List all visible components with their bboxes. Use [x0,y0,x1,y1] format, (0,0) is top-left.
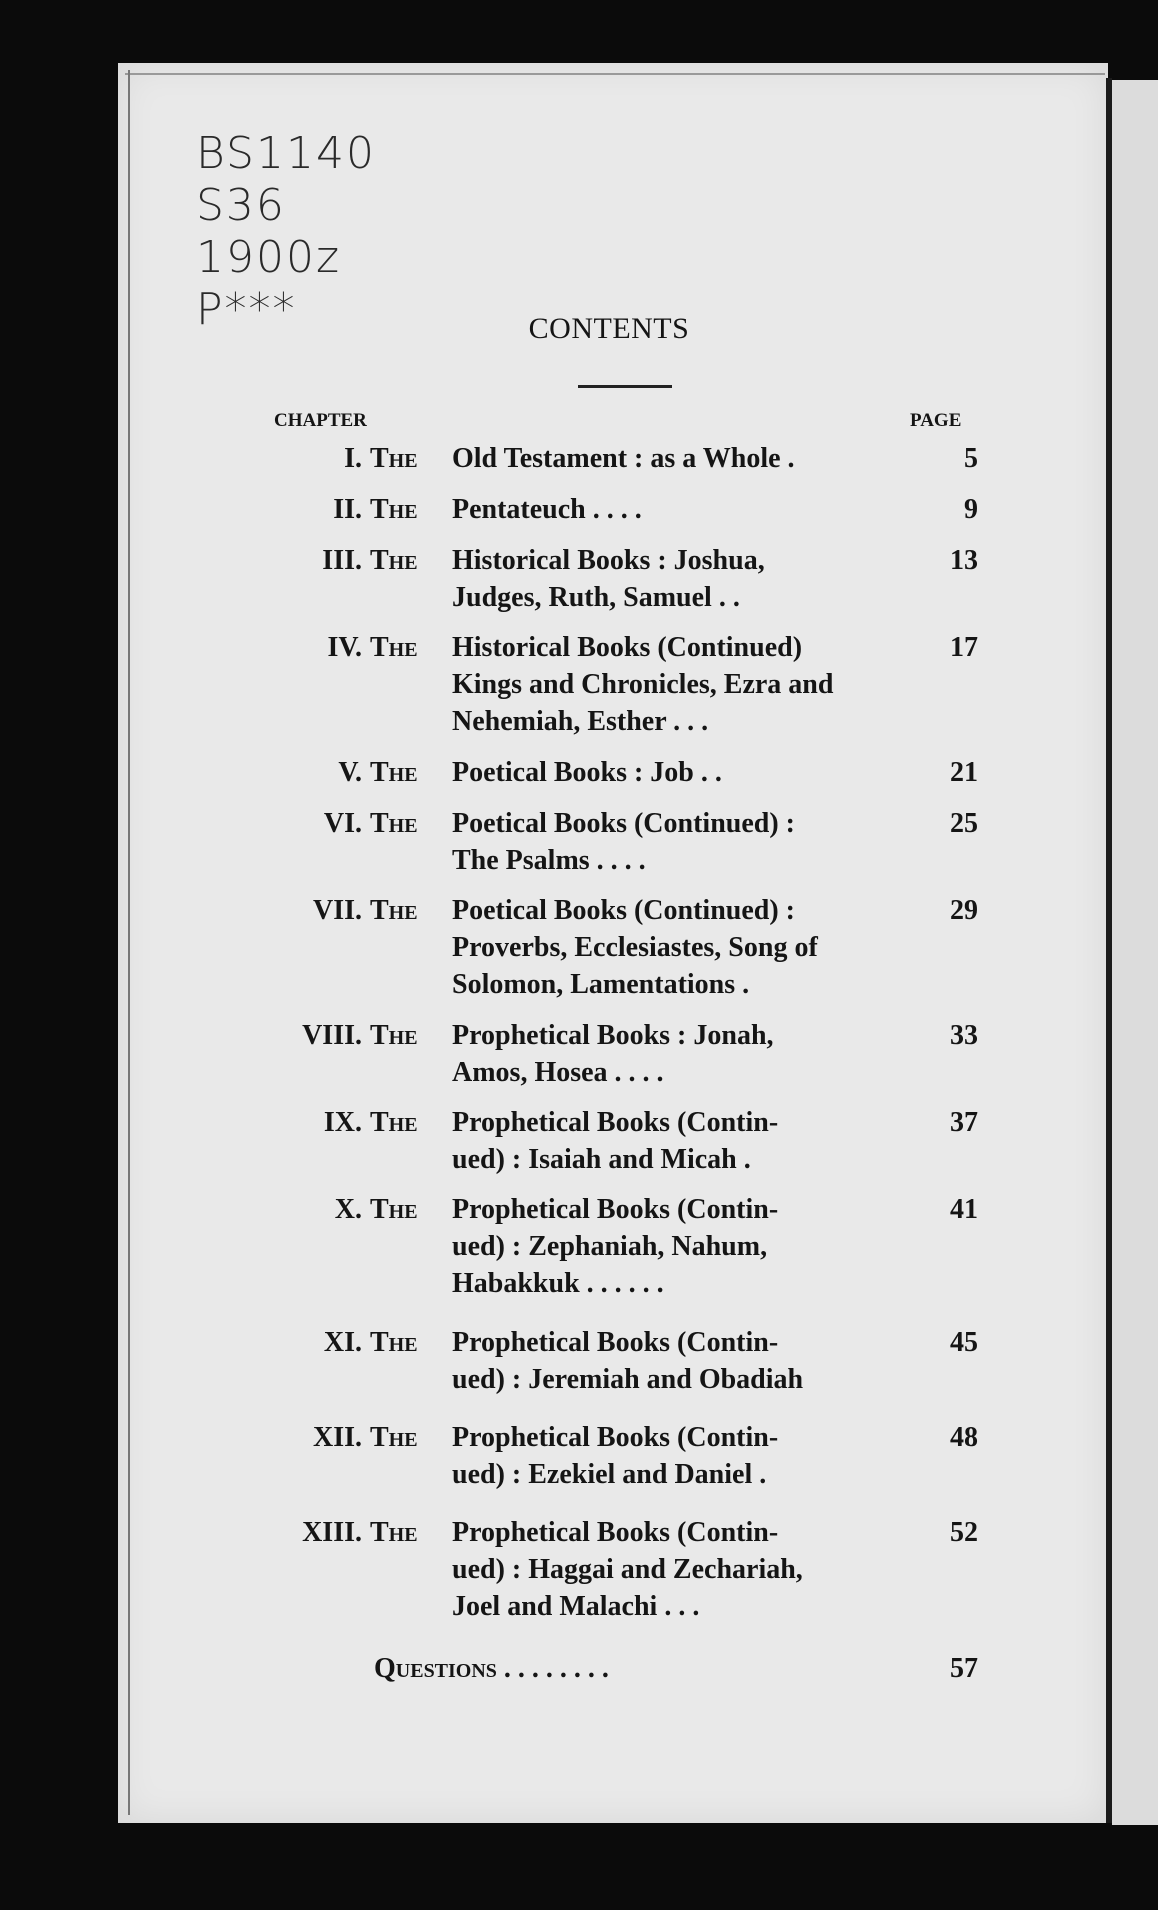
chapter-article: The [370,808,418,839]
chapter-number: III. [322,545,362,576]
contents-heading: CONTENTS [528,312,690,345]
questions-page: 57 [950,1653,978,1684]
chapter-page-number: 45 [950,1327,978,1358]
chapter-article: The [370,1517,418,1548]
chapter-page-number: 13 [950,545,978,576]
chapter-number: V. [338,757,362,788]
chapter-article: The [370,1194,418,1225]
chapter-number: XI. [323,1327,362,1358]
chapter-page-number: 29 [950,895,978,926]
chapter-number: IV. [327,632,362,663]
chapter-page-number: 48 [950,1422,978,1453]
call-number-line: BS1140 [196,128,376,179]
chapter-page-number: 25 [950,808,978,839]
call-number-line: P*** [196,284,297,335]
chapter-title: Pentateuch . . . . [452,494,642,525]
chapter-article: The [370,545,418,576]
chapter-page-number: 37 [950,1107,978,1138]
chapter-page-number: 21 [950,757,978,788]
chapter-page-number: 33 [950,1020,978,1051]
chapter-title: Prophetical Books : Jonah, Amos, Hosea . . . . [452,1020,774,1088]
chapter-column-header: CHAPTER [274,410,367,431]
chapter-article: The [370,632,418,663]
page-top-edge [125,73,1105,75]
chapter-page-number: 9 [964,494,978,525]
chapter-number: IX. [323,1107,362,1138]
chapter-number: VI. [323,808,362,839]
chapter-article: The [370,1327,418,1358]
chapter-title: Prophetical Books (Contin- ued) : Isaiah and Micah . [452,1107,779,1175]
chapter-number: I. [344,443,362,474]
chapter-number: II. [333,494,362,525]
chapter-page-number: 5 [964,443,978,474]
chapter-page-number: 52 [950,1517,978,1548]
chapter-article: The [370,895,418,926]
handwritten-call-number [196,128,376,336]
chapter-page-number: 17 [950,632,978,663]
chapter-number: XII. [312,1422,362,1453]
chapter-number: XIII. [302,1517,362,1548]
chapter-number: VIII. [302,1020,362,1051]
chapter-title: Prophetical Books (Contin- ued) : Haggai and Zechariah, Joel and Malachi . . . [452,1517,803,1622]
heading-rule [578,385,672,388]
chapter-article: The [370,1422,418,1453]
chapter-title: Historical Books : Joshua, Judges, Ruth, Samuel . . [452,545,765,613]
chapter-article: The [370,443,418,474]
chapter-title: Prophetical Books (Contin- ued) : Ezekiel and Daniel . [452,1422,779,1490]
call-number-line: 1900z [196,232,342,283]
chapter-article: The [370,494,418,525]
chapter-article: The [370,1107,418,1138]
chapter-title: Historical Books (Continued) Kings and Chronicles, Ezra and Nehemiah, Esther . . . [452,632,834,737]
chapter-number: X. [334,1194,362,1225]
questions-label: Questions . . . . . . . . [374,1653,609,1684]
chapter-title: Poetical Books : Job . . [452,757,722,788]
chapter-title: Poetical Books (Continued) : Proverbs, Ecclesiastes, Song of Solomon, Lamentations . [452,895,818,1000]
chapter-number: VII. [312,895,362,926]
call-number-line: S36 [196,180,286,231]
chapter-title: Poetical Books (Continued) : The Psalms . . . . [452,808,795,876]
chapter-title: Old Testament : as a Whole . [452,443,795,474]
chapter-article: The [370,757,418,788]
chapter-page-number: 41 [950,1194,978,1225]
chapter-title: Prophetical Books (Contin- ued) : Jeremiah and Obadiah [452,1327,804,1395]
chapter-article: The [370,1020,418,1051]
chapter-title: Prophetical Books (Contin- ued) : Zephaniah, Nahum, Habakkuk . . . . . . [452,1194,779,1299]
page-column-header: PAGE [910,410,962,431]
